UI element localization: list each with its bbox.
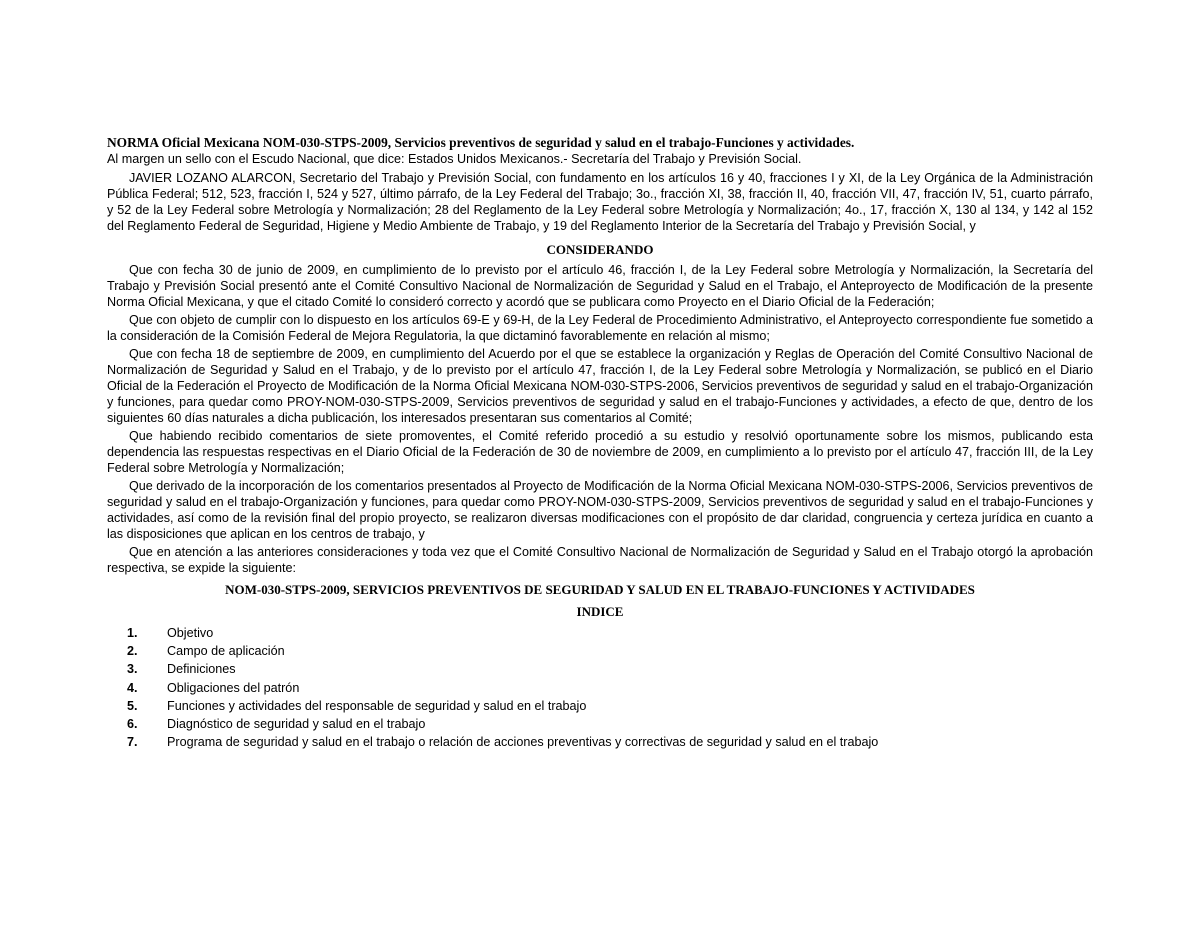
index-list xyxy=(107,624,1093,751)
index-number: 5. xyxy=(127,698,138,713)
considerando-paragraph: Que habiendo recibido comentarios de siete promoventes, el Comité referido procedió a su estudio y resolvió oportunamente sobre los mismos, publicando esta dependencia las respuestas respectivas en el Diario Oficial de la Federación de 30 de noviembre de 2009, en cumplimiento a lo previsto por el artículo 47, fracción III, de la Ley Federal sobre Metrología y Normalización; xyxy=(107,429,1093,475)
index-text: Campo de aplicación xyxy=(167,644,285,659)
considerando-paragraph: Que con objeto de cumplir con lo dispuesto en los artículos 69-E y 69-H, de la Ley Federal de Procedimiento Administrativo, el Anteproyecto correspondiente fue sometido a la consideración de la Comisión Federal de Mejora Regulatoria, la que dictaminó favorablemente en relación al mismo; xyxy=(107,313,1093,343)
index-number: 6. xyxy=(127,717,138,732)
considerando-paragraph: Que con fecha 18 de septiembre de 2009, en cumplimiento del Acuerdo por el que se establece la organización y Reglas de Operación del Comité Consultivo Nacional de Normalización de Seguridad y Salud en el Trabajo, y de lo previsto por el artículo 47, fracción I, de la Ley Federal sobre Metrología y Normalización, se publicó en el Diario Oficial de la Federación el Proyecto de Modificación de la Norma Oficial Mexicana NOM-030-STPS-2006, Servicios preventivos de seguridad y salud en el trabajo-Organización y funciones, para quedar como PROY-NOM-030-STPS-2009, Servicios preventivos de seguridad y salud en el trabajo-Funciones y actividades, a efecto de que, dentro de los siguientes 60 días naturales a dicha publicación, los interesados presentaran sus comentarios al Comité; xyxy=(107,347,1093,425)
index-number: 3. xyxy=(127,662,138,677)
index-number: 7. xyxy=(127,735,138,750)
index-item xyxy=(107,715,1093,733)
considerando-heading: CONSIDERANDO xyxy=(546,242,654,257)
index-text: Programa de seguridad y salud en el trabajo o relación de acciones preventivas y correctivas de seguridad y salud en el trabajo xyxy=(167,735,879,750)
index-text: Diagnóstico de seguridad y salud en el trabajo xyxy=(167,717,426,732)
index-item xyxy=(107,733,1093,751)
norm-heading: NOM-030-STPS-2009, SERVICIOS PREVENTIVOS DE SEGURIDAD Y SALUD EN EL TRABAJO-FUNCIONES Y ACTIVIDADES xyxy=(225,582,975,597)
index-text: Obligaciones del patrón xyxy=(167,680,300,695)
index-item xyxy=(107,679,1093,697)
index-number: 2. xyxy=(127,644,138,659)
index-item xyxy=(107,642,1093,660)
index-item xyxy=(107,660,1093,678)
index-text: Funciones y actividades del responsable de seguridad y salud en el trabajo xyxy=(167,698,587,713)
index-text: Objetivo xyxy=(167,626,214,640)
considerando-paragraph: Que en atención a las anteriores consideraciones y toda vez que el Comité Consultivo Nacional de Normalización de Seguridad y Salud en el Trabajo otorgó la aprobación respectiva, se expide la siguiente: xyxy=(107,545,1093,575)
considerando-paragraph: Que derivado de la incorporación de los comentarios presentados al Proyecto de Modificación de la Norma Oficial Mexicana NOM-030-STPS-2006, Servicios preventivos de seguridad y salud en el trabajo-Organización y funciones, para quedar como PROY-NOM-030-STPS-2009, Servicios preventivos de seguridad y salud en el trabajo-Funciones y actividades, así como de la revisión final del propio proyecto, se realizaron diversas modificaciones con el propósito de dar claridad, congruencia y certeza jurídica en cuanto a las disposiciones que aplican en los centros de trabajo, y xyxy=(107,479,1093,541)
index-number: 4. xyxy=(127,680,138,695)
index-heading: INDICE xyxy=(576,604,624,619)
preamble-paragraph: JAVIER LOZANO ALARCON, Secretario del Trabajo y Previsión Social, con fundamento en los artículos 16 y 40, fracciones I y XI, de la Ley Orgánica de la Administración Pública Federal; 512, 523, fracción I, 524 y 527, último párrafo, de la Ley Federal del Trabajo; 3o., fracción XI, 38, fracción II, 40, fracción VII, 47, fracción IV, 51, cuarto párrafo, y 52 de la Ley Federal sobre Metrología y Normalización; 28 del Reglamento de la Ley Federal sobre Metrología y Normalización; 4o., 17, fracción X, 130 al 134, y 142 al 152 del Reglamento Federal de Seguridad, Higiene y Medio Ambiente de Trabajo, y 19 del Reglamento Interior de la Secretaría del Trabajo y Previsión Social, y xyxy=(107,171,1093,233)
index-item xyxy=(107,697,1093,715)
index-number: 1. xyxy=(127,626,138,640)
document-title: NORMA Oficial Mexicana NOM-030-STPS-2009, Servicios preventivos de seguridad y salud en el trabajo-Funciones y actividades. xyxy=(107,135,855,150)
index-text: Definiciones xyxy=(167,662,236,677)
margin-note: Al margen un sello con el Escudo Nacional, que dice: Estados Unidos Mexicanos.- Secretaría del Trabajo y Previsión Social. xyxy=(107,152,802,166)
index-item xyxy=(107,624,1093,642)
considerando-paragraph: Que con fecha 30 de junio de 2009, en cumplimiento de lo previsto por el artículo 46, fracción I, de la Ley Federal sobre Metrología y Normalización, la Secretaría del Trabajo y Previsión Social presentó ante el Comité Consultivo Nacional de Normalización de Seguridad y Salud en el Trabajo, el Anteproyecto de Modificación de la presente Norma Oficial Mexicana, y que el citado Comité lo consideró correcto y acordó que se publicara como Proyecto en el Diario Oficial de la Federación; xyxy=(107,263,1093,309)
